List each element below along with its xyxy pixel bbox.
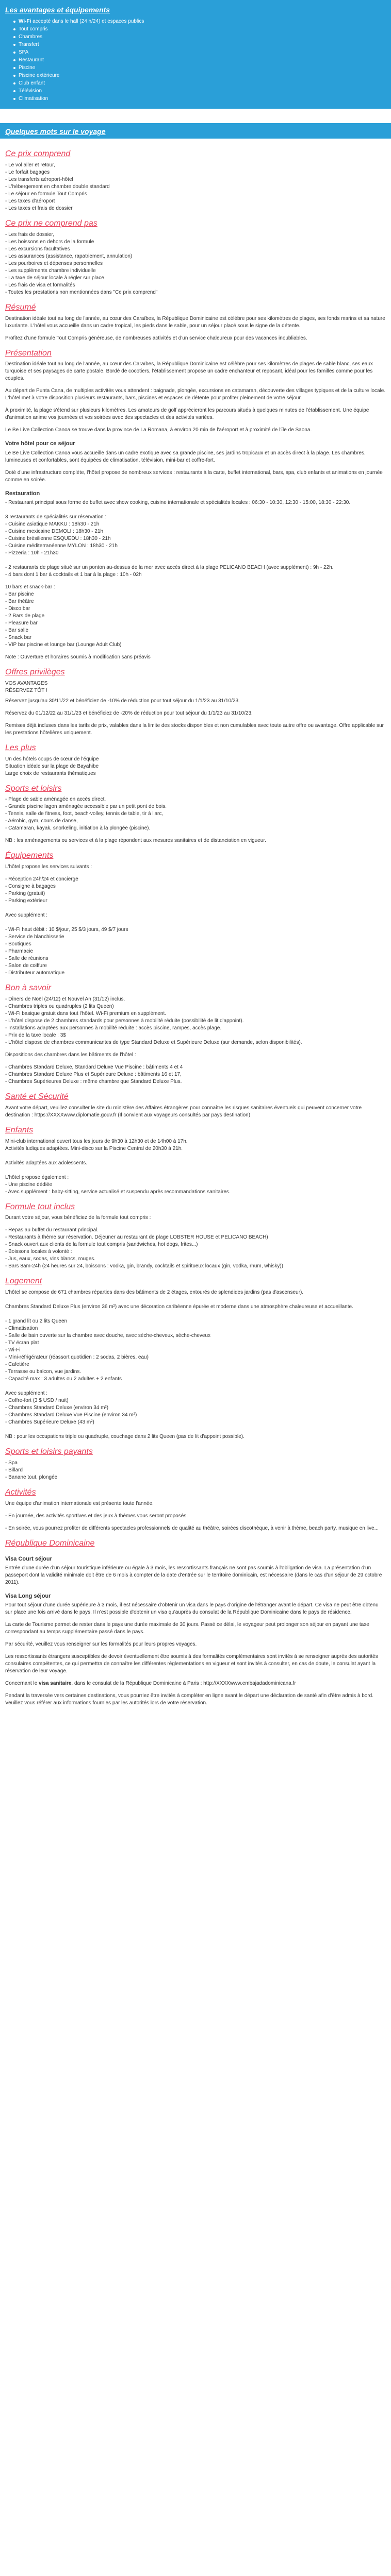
accommodation-line bbox=[5, 1426, 386, 1433]
advantage-item bbox=[19, 95, 386, 103]
accommodation-line: Avec supplément : bbox=[5, 1391, 48, 1397]
country-title: République Dominicaine bbox=[5, 1538, 95, 1548]
hotel-paragraph: Doté d'une infrastructure complète, l'hôtel propose de nombreux services : restaurants à la carte, buffet international, bars, spa, club enfants et animations en journée comme en soirée. bbox=[5, 469, 383, 483]
children-line bbox=[5, 1153, 386, 1160]
all-inclusive-item: - Repas au buffet du restaurant principal. bbox=[5, 1227, 99, 1233]
bars-item: - Bar théâtre bbox=[5, 598, 34, 604]
price-includes-item: - Le forfait bagages bbox=[5, 169, 50, 175]
visa-short-text: Entrée d'une durée d'un séjour touristique inférieure ou égale à 3 mois, les ressortissants français ne sont pas soumis à l'obligation de visa. La présentation d'un passeport dont la validité minimale doit être de 6 mois à compter de la date d'entrée sur le territoire dominicain, est nécessaire (dans le cas d'un séjour de 29 octobre 2011). bbox=[5, 1565, 382, 1585]
health-paragraph: Avant votre départ, veuillez consulter le site du ministère des Affaires étrangères pour connaître les risques sanitaires éventuels qui peuvent concerner votre destination : https://XXXXwww.diplomatie.gouv.fr (Il convient aux voyageurs consultés par pays destination) bbox=[5, 1105, 362, 1118]
advantage-item bbox=[19, 18, 386, 25]
equipment-item: - Réception 24h/24 et concierge bbox=[5, 876, 78, 883]
health-text bbox=[5, 1105, 386, 1119]
hotel-title: Votre hôtel pour ce séjour bbox=[5, 440, 75, 447]
summary-paragraph: Destination idéale tout au long de l'année, au cœur des Caraïbes, la République Dominicaine est célèbre pour ses kilomètres de plages, ses fonds marins et sa nature luxuriante. L'hôtel vous accueille dans un cadre tropical, les pieds dans le sable, pour un séjour placé sous le signe de la détente. bbox=[5, 315, 385, 329]
advantage-text: SPA bbox=[19, 49, 29, 56]
children-line: Mini-club international ouvert tous les jours de 9h30 à 12h30 et de 14h00 à 17h. bbox=[5, 1138, 188, 1144]
restauration-line: 3 restaurants de spécialités sur réservation : bbox=[5, 514, 107, 520]
bars-item: - Pleasure bar bbox=[5, 620, 38, 626]
price-excludes-item: - Les pourboires et dépenses personnelles bbox=[5, 260, 103, 266]
foreigners-text: Les ressortissants étrangers susceptibles de devoir éventuellement être soumis à des formalités complémentaires sont invités à se renseigner auprès des autorités consulaires compétentes, ce qui permettra de connaître les différentes réglementations en vigueur et sont invités à consulter, en cas de doute, le consulat ayant la réservation de leur voyage. bbox=[5, 1654, 378, 1674]
visa-long-text: Pour tout séjour d'une durée supérieure à 3 mois, il est nécessaire d'obtenir un visa dans le pays d'origine de l'étranger avant le départ. Ce visa ne peut être obtenu sur place une fois arrivé dans le pays. Il n'est possible d'obtenir un visa qu'auprès du consulat de la République Dominicaine dans le pays de résidence. bbox=[5, 1602, 379, 1616]
advantage-text: accepté dans le hall (24 h/24) et espaces publics bbox=[31, 19, 144, 25]
children-line: - Avec supplément : baby-sitting, service actualisé et suspendu après recommandations sanitaires. bbox=[5, 1189, 231, 1195]
all-inclusive-title: Formule tout inclus bbox=[5, 1202, 75, 1211]
good-to-know-item: - L'hôtel dispose de 2 chambres standards pour personnes à mobilité réduite (possibilité de lit d'appoint). bbox=[5, 1018, 244, 1024]
restauration-line: - Restaurant principal sous forme de buffet avec show cooking, cuisine internationale et spécialités locales : 06:30 - 10:30, 12:30 - 15:00, 18:30 - 22:30. bbox=[5, 499, 351, 505]
accommodation-line: - Chambres Standard Deluxe Vue Piscine (environ 34 m²) bbox=[5, 1412, 137, 1418]
accommodation-line: - Chambres Supérieure Deluxe (43 m²) bbox=[5, 1419, 94, 1426]
accommodation-line: - TV écran plat bbox=[5, 1340, 39, 1346]
advantage-text: Piscine extérieure bbox=[19, 73, 60, 79]
accommodation-line: - Chambres Standard Deluxe (environ 34 m²) bbox=[5, 1405, 109, 1411]
good-to-know-item: - Dîners de Noël (24/12) et Nouvel An (31/12) inclus. bbox=[5, 996, 125, 1002]
price-excludes-item: - Les assurances (assistance, rapatriement, annulation) bbox=[5, 253, 133, 259]
accommodation-line: - Climatisation bbox=[5, 1326, 38, 1332]
summary-text bbox=[5, 315, 386, 342]
equipment-item: - Pharmacie bbox=[5, 948, 33, 955]
presentation-title: Présentation bbox=[5, 348, 52, 358]
equipment-item: - Distributeur automatique bbox=[5, 970, 65, 976]
price-excludes-item: - Les frais de visa et formalités bbox=[5, 282, 75, 288]
restauration-line: - Cuisine mexicaine DEMOLI : 18h30 - 21h bbox=[5, 528, 104, 534]
summary-title: Résumé bbox=[5, 302, 36, 312]
restauration-line bbox=[5, 506, 386, 514]
children-line: L'hôtel propose également : bbox=[5, 1174, 69, 1180]
accommodation-line: - Capacité max : 3 adultes ou 2 adultes + 2 enfants bbox=[5, 1376, 122, 1382]
all-inclusive-item: - Boissons locales à volonté : bbox=[5, 1249, 72, 1255]
advantage-item bbox=[19, 87, 386, 95]
equipment-item: Avec supplément : bbox=[5, 912, 48, 919]
equipment-item: - Boutiques bbox=[5, 941, 31, 947]
advantage-text: Club enfant bbox=[19, 80, 45, 87]
rooms-layout-item: - Chambres Standard Deluxe Plus et Supérieure Deluxe : bâtiments 16 et 17, bbox=[5, 1071, 182, 1077]
security-text: Par sécurité, veuillez vous renseigner sur les formalités pour leurs propres voyages. bbox=[5, 1641, 197, 1648]
paid-activities-list bbox=[5, 1460, 386, 1481]
advantage-item bbox=[19, 48, 386, 56]
bars-item: - 2 Bars de plage bbox=[5, 613, 45, 619]
advantage-item bbox=[19, 72, 386, 79]
activities-title: Activités bbox=[5, 1487, 36, 1497]
sports-footer: NB : les aménagements ou services et à la plage répondent aux mesures sanitaires et de distanciation en vigueur. bbox=[5, 838, 266, 844]
price-includes-item: - L'hébergement en chambre double standard bbox=[5, 183, 110, 190]
price-includes-list bbox=[5, 162, 386, 212]
bars-list bbox=[5, 584, 386, 649]
good-to-know-title: Bon à savoir bbox=[5, 984, 51, 993]
children-line: Activités adaptées aux adolescents. bbox=[5, 1160, 87, 1166]
bars-item: - Bar salle bbox=[5, 627, 29, 633]
accommodation-line: - Salle de bain ouverte sur la chambre avec douche, avec sèche-cheveux, sèche-cheveux bbox=[5, 1333, 211, 1339]
equipment-item bbox=[5, 919, 386, 926]
opening-note: Note : Ouverture et horaires soumis à modification sans préavis bbox=[5, 654, 151, 660]
children-line: Activités ludiques adaptées. Mini-disco sur la Piscine Central de 20h30 à 21h. bbox=[5, 1145, 183, 1151]
equipment-item: - Salon de coiffure bbox=[5, 963, 47, 969]
all-inclusive-item: - Bars 8am-24h (24 heures sur 24, boissons : vodka, gin, brandy, cocktails et spiritueux locaux (gin, vodka, rhum, whisky)) bbox=[5, 1263, 283, 1269]
advantage-text: Tout compris bbox=[19, 26, 48, 32]
rooms-layout-item: - Chambres Standard Deluxe, Standard Deluxe Vue Piscine : bâtiments 4 et 4 bbox=[5, 1064, 183, 1070]
offers-subtitle: VOS AVANTAGES bbox=[5, 680, 48, 686]
health-title: Santé et Sécurité bbox=[5, 1092, 69, 1101]
children-text bbox=[5, 1138, 386, 1196]
equipment-title: Équipements bbox=[5, 851, 54, 860]
plus-item: Large choix de restaurants thématiques bbox=[5, 770, 96, 776]
hotel-paragraph: Le Be Live Collection Canoa vous accueille dans un cadre exotique avec sa grande piscine, ses jardins tropicaux et un accès direct à la plage. Les chambres, lumineuses et confortables, sont équipées de climatisation, télévision, mini-bar et coffre-fort. bbox=[5, 450, 366, 463]
good-to-know-list bbox=[5, 996, 386, 1046]
sports-list bbox=[5, 796, 386, 832]
hotel-text bbox=[5, 450, 386, 484]
price-excludes-item: - Les suppléments chambre individuelle bbox=[5, 267, 96, 274]
advantage-item bbox=[19, 56, 386, 64]
all-inclusive-item: - Jus, eaux, sodas, vins blancs, rouges. bbox=[5, 1256, 96, 1262]
restauration-line: - Cuisine brésilienne ESQUEDU : 18h30 - 21h bbox=[5, 535, 111, 541]
advantage-item bbox=[19, 25, 386, 33]
contact-bold: visa sanitaire bbox=[39, 1681, 72, 1687]
presentation-paragraph: Au départ de Punta Cana, de multiples activités vous attendent : baignade, plongée, excursions en catamaran, découverte des villages typiques et de la culture locale. L'hôtel met à votre disposition plusieurs restaurants, bars, piscines et espaces de détente pour profiter pleinement de votre séjour. bbox=[5, 388, 386, 401]
restauration-title: Restauration bbox=[5, 490, 40, 497]
offers-paragraph: Réservez jusqu'au 30/11/22 et bénéficiez de -10% de réduction pour tout séjour du 1/1/23 au 31/10/23. bbox=[5, 698, 240, 704]
accommodation-line: - Coffre-fort (3 $ USD / nuit) bbox=[5, 1398, 69, 1404]
restauration-line: - Pizzeria : 10h - 21h30 bbox=[5, 550, 59, 556]
presentation-text bbox=[5, 361, 386, 434]
price-includes-item: - Les taxes d'aéroport bbox=[5, 198, 55, 204]
sports-title: Sports et loisirs bbox=[5, 784, 62, 793]
sports-item: - Tennis, salle de fitness, foot, beach-volley, tennis de table, tir à l'arc, bbox=[5, 811, 164, 817]
sports-item: - Plage de sable aménagée en accès direct. bbox=[5, 796, 106, 803]
activities-paragraph: - En soirée, vous pourrez profiter de différents spectacles professionnels de qualité au théâtre, soirées discothèque, à venir à thème, beach party, musique en live... bbox=[5, 1525, 379, 1531]
bars-item: - Snack bar bbox=[5, 634, 32, 640]
price-includes-item: - Les taxes et frais de dossier bbox=[5, 205, 73, 211]
sports-item: - Grande piscine lagon aménagée accessible par un petit pont de bois. bbox=[5, 804, 167, 810]
advantage-text: Restaurant bbox=[19, 57, 44, 63]
accommodation-line bbox=[5, 1383, 386, 1390]
price-includes-item: - Le séjour en formule Tout Compris bbox=[5, 191, 87, 197]
contact-body: , dans le consulat de la République Dominicaine à Paris : http://XXXXwww.embajadadominicana.fr bbox=[71, 1681, 296, 1687]
tourist-card-text: La carte de Tourisme permet de rester dans le pays une durée maximale de 30 jours. Passé ce délai, le voyageur peut prolonger son séjour en payant une taxe correspondant au temps supplémentaire passé dans le pays. bbox=[5, 1622, 369, 1635]
advantage-item bbox=[19, 41, 386, 48]
contact-prefix: Concernant le bbox=[5, 1681, 39, 1687]
main-content bbox=[0, 139, 391, 1722]
equipment-item bbox=[5, 905, 386, 912]
activities-paragraph: - En journée, des activités sportives et des jeux à thèmes vous seront proposés. bbox=[5, 1513, 188, 1519]
equipment-list bbox=[5, 876, 386, 977]
accommodation-line bbox=[5, 1296, 386, 1303]
restauration-line: - Cuisine asiatique MAKKU : 18h30 - 21h bbox=[5, 521, 100, 527]
visa-short-title: Visa Court séjour bbox=[5, 1555, 52, 1562]
plus-item: Situation idéale sur la plage de Bayahibe bbox=[5, 763, 99, 769]
all-inclusive-item: - Restaurants à thème sur réservation. Déjeuner au restaurant de plage LOBSTER HOUSE et PELICANO BEACH) bbox=[5, 1234, 268, 1241]
bars-item: - Bar piscine bbox=[5, 591, 34, 597]
rooms-layout-item: - Chambres Supérieures Deluxe : même chambre que Standard Deluxe Plus. bbox=[5, 1078, 182, 1084]
price-excludes-item: - Les excursions facultatives bbox=[5, 246, 70, 252]
good-to-know-item: - Prix de la taxe locale : 3$ bbox=[5, 1032, 66, 1038]
accommodation-line: - Terrasse ou balcon, vue jardins. bbox=[5, 1369, 82, 1375]
restauration-line: - 4 bars dont 1 bar à cocktails et 1 bar à la plage : 10h - 02h bbox=[5, 571, 142, 578]
restauration-text bbox=[5, 499, 386, 579]
accommodation-line: - Wi-Fi bbox=[5, 1347, 21, 1353]
paid-activity-item: - Banane tout, plongée bbox=[5, 1474, 58, 1480]
price-excludes-item: - Les frais de dossier, bbox=[5, 231, 55, 238]
paid-activities-title: Sports et loisirs payants bbox=[5, 1447, 93, 1456]
advantage-text: Télévision bbox=[19, 88, 42, 94]
price-excludes-item: - La taxe de séjour locale à régler sur place bbox=[5, 275, 104, 281]
advantage-text: Piscine bbox=[19, 65, 36, 71]
equipment-item: - Service de blanchisserie bbox=[5, 934, 64, 940]
advantage-item bbox=[19, 79, 386, 87]
accommodation-line: - Cafetière bbox=[5, 1362, 29, 1368]
accommodation-title: Logement bbox=[5, 1277, 42, 1286]
activities-text bbox=[5, 1500, 386, 1532]
equipment-item: - Parking (gratuit) bbox=[5, 891, 45, 897]
advantage-text: Transfert bbox=[19, 42, 39, 48]
rooms-layout-list bbox=[5, 1064, 386, 1086]
good-to-know-item: - Installations adaptées aux personnes à mobilité réduite : accès piscine, rampes, accès plage. bbox=[5, 1025, 222, 1031]
trip-words-title: Quelques mots sur le voyage bbox=[5, 127, 106, 136]
offers-paragraph: Remises déjà incluses dans les tarifs de prix, valables dans la limite des stocks disponibles et non cumulables avec toute autre offre ou avantage. Offre applicable sur les prestations hôtelières uniquement. bbox=[5, 722, 384, 736]
accommodation-line: NB : pour les occupations triple ou quadruple, couchage dans 2 lits Queen (pas de lit d'appoint possible). bbox=[5, 1434, 245, 1440]
good-to-know-item: - Wi-Fi basique gratuit dans tout l'hôtel. Wi-Fi premium en supplément. bbox=[5, 1010, 167, 1016]
all-inclusive-intro: Durant votre séjour, vous bénéficiez de la formule tout compris : bbox=[5, 1215, 151, 1221]
advantages-panel bbox=[0, 0, 391, 109]
bars-item: - VIP bar piscine et lounge bar (Lounge Adult Club) bbox=[5, 641, 122, 648]
offers-subtitle-2: RÉSERVEZ TÔT ! bbox=[5, 687, 47, 693]
summary-paragraph: Profitez d'une formule Tout Compris généreuse, de nombreuses activités et d'un service chaleureux pour des vacances inoubliables. bbox=[5, 335, 307, 341]
accommodation-line: Chambres Standard Deluxe Plus (environ 36 m²) avec une décoration caribéenne épurée et moderne dans une atmosphère chaleureuse et accueillante. bbox=[5, 1304, 353, 1310]
children-line: - Une piscine dédiée bbox=[5, 1181, 53, 1188]
advantage-item bbox=[19, 33, 386, 41]
advantages-title: Les avantages et équipements bbox=[5, 6, 110, 14]
offers-paragraph: Réservez du 01/12/22 au 31/1/23 et bénéficiez de -20% de réduction pour tout séjour du 1/1/23 au 31/10/23. bbox=[5, 710, 253, 716]
children-title: Enfants bbox=[5, 1125, 34, 1134]
presentation-paragraph: Destination idéale tout au long de l'année, au cœur des Caraïbes, la République Dominicaine est célèbre pour ses kilomètres de plages de sable blanc, ses eaux turquoise et ses paysages de carte postale. Bordé de cocotiers, l'établissement propose un cadre enchanteur et reposant, idéal pour les familles comme pour les couples. bbox=[5, 361, 373, 382]
presentation-paragraph: Le Be Live Collection Canoa se trouve dans la province de La Romana, à environ 20 min de l'aéroport et à proximité de l'île de Saona. bbox=[5, 427, 312, 433]
equipment-item: - Consigne à bagages bbox=[5, 884, 56, 890]
pluses-title: Les plus bbox=[5, 743, 36, 752]
price-includes-title: Ce prix comprend bbox=[5, 149, 71, 159]
children-line bbox=[5, 1167, 386, 1174]
advantage-label: Wi-Fi bbox=[19, 19, 31, 25]
advantage-text: Climatisation bbox=[19, 96, 48, 102]
all-inclusive-item: - Snack ouvert aux clients de la formule tout compris (sandwiches, hot dogs, frites...) bbox=[5, 1242, 198, 1248]
price-includes-item: - Les transferts aéroport-hôtel bbox=[5, 176, 73, 182]
good-to-know-item: - L'hôtel dispose de chambres communicantes de type Standard Deluxe et Supérieure Deluxe (sur demande, selon disponibilités). bbox=[5, 1039, 302, 1045]
good-to-know-item: - Chambres triples ou quadruples (2 lits Queen) bbox=[5, 1003, 114, 1009]
activities-paragraph: Une équipe d'animation internationale est présente toute l'année. bbox=[5, 1500, 154, 1506]
advantages-list bbox=[5, 18, 386, 103]
rooms-layout-title: Dispositions des chambres dans les bâtiments de l'hôtel : bbox=[5, 1052, 136, 1058]
price-excludes-item: - Les boissons en dehors de la formule bbox=[5, 239, 94, 245]
price-excludes-title: Ce prix ne comprend pas bbox=[5, 218, 97, 228]
accommodation-line: - 1 grand lit ou 2 lits Queen bbox=[5, 1318, 68, 1325]
offers-text bbox=[5, 698, 386, 737]
paid-activity-item: - Spa bbox=[5, 1460, 18, 1466]
visa-long-title: Visa Long séjour bbox=[5, 1592, 51, 1599]
equipment-item: - Wi-Fi haut débit : 10 $/jour, 25 $/3 jours, 49 $/7 jours bbox=[5, 927, 128, 933]
advantage-item bbox=[19, 64, 386, 72]
advantage-text: Chambres bbox=[19, 34, 43, 40]
plus-item: Un des hôtels coups de cœur de l'équipe bbox=[5, 756, 99, 762]
accommodation-line: L'hôtel se compose de 671 chambres réparties dans des bâtiments de 2 étages, entourés de splendides jardins (pas d'ascenseur). bbox=[5, 1290, 304, 1296]
sports-item: - Aérobic, gym, cours de danse, bbox=[5, 818, 78, 824]
all-inclusive-list bbox=[5, 1227, 386, 1270]
restauration-line bbox=[5, 557, 386, 564]
presentation-paragraph: À proximité, la plage s'étend sur plusieurs kilomètres. Les amateurs de golf apprécieront les parcours situés à quelques minutes de l'établissement. Une équipe d'animation anime vos journées et vos soirées avec des spectacles et des activités variées. bbox=[5, 408, 369, 421]
offers-subtitle-block bbox=[5, 680, 386, 694]
accommodation-line: - Mini-réfrigérateur (réassort quotidien : 2 sodas, 2 bières, eau) bbox=[5, 1354, 149, 1361]
contact-text bbox=[5, 1680, 386, 1687]
offers-title: Offres privilèges bbox=[5, 667, 65, 676]
accommodation-text bbox=[5, 1289, 386, 1440]
price-excludes-item: - Toutes les prestations non mentionnées dans "Ce prix comprend" bbox=[5, 289, 158, 295]
equipment-item: - Salle de réunions bbox=[5, 956, 48, 962]
trip-words-band bbox=[0, 123, 391, 139]
bars-item: - Disco bar bbox=[5, 605, 30, 612]
equipment-intro: L'hôtel propose les services suivants : bbox=[5, 864, 92, 870]
equipment-item: - Parking extérieur bbox=[5, 898, 47, 904]
restauration-line: - Cuisine méditerranéenne MYLON : 18h30 - 21h bbox=[5, 543, 118, 549]
restauration-line: - 2 restaurants de plage situé sur un ponton au-dessus de la mer avec accès direct à la plage PELICANO BEACH (avec supplément) : 9h - 22h. bbox=[5, 564, 334, 570]
pluses-list bbox=[5, 756, 386, 777]
bars-item: 10 bars et snack-bar : bbox=[5, 584, 55, 590]
price-excludes-list bbox=[5, 231, 386, 296]
sports-item: - Catamaran, kayak, snorkeling, initiation à la plongée (piscine). bbox=[5, 825, 151, 832]
price-includes-item: - Le vol aller et retour, bbox=[5, 162, 55, 168]
ending-text: Pendant la traversée vers certaines destinations, vous pourriez être invités à compléter en ligne avant le départ une déclaration de santé afin d'être admis à bord. Veuillez vous référer aux informations fournies par les autorités lors de votre réservation. bbox=[5, 1693, 373, 1706]
paid-activity-item: - Billard bbox=[5, 1467, 23, 1473]
accommodation-line bbox=[5, 1311, 386, 1318]
